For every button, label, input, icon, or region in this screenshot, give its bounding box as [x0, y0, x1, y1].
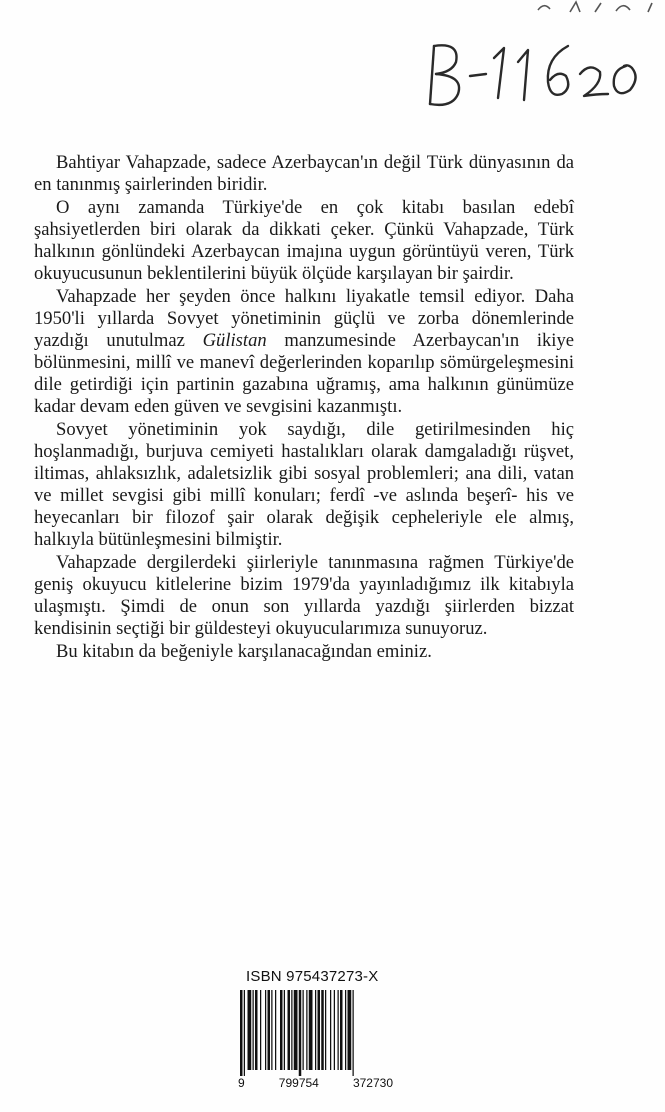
paragraph-6: Bu kitabın da beğeniyle karşılanacağından eminiz.: [56, 640, 432, 662]
handwritten-catalog-number: [420, 28, 650, 118]
barcode-icon: [238, 990, 393, 1076]
barcode-digit-lead: 9: [238, 1076, 245, 1090]
paragraph-3-text-before: Vahapzade her şeyden önce halkını liyakatle temsil ediyor. Daha 1950'li yıllarda Sovyet yönetiminin güçlü ve zorba dönemlerinde yazdığı unutulmaz: [34, 286, 574, 352]
isbn-label: ISBN 975437273-X: [246, 968, 379, 985]
paragraph-3: [34, 286, 574, 417]
paragraph-5: Vahapzade dergilerdeki şiirleriyle tanınmasına rağmen Türkiye'de geniş okuyucu kitlelerine bizim 1979'da yayınladığımız ilk kitabıyla ulaşmıştı. Şimdi de onun son yıllarda yazdığı şiirlerden bizzat kendisinin seçtiği bir güldesteyi okuyucularımıza sunuyoruz.: [34, 551, 574, 639]
top-edge-handwriting-fragment: [420, 0, 665, 14]
paragraph-1: Bahtiyar Vahapzade, sadece Azerbaycan'ın değil Türk dünyasının da en tanınmış şairlerinden biridir.: [34, 152, 574, 195]
isbn-barcode-block: [238, 968, 398, 1108]
paragraph-2: O aynı zamanda Türkiye'de en çok kitabı basılan edebî şahsiyetlerden biri olarak da dikkati çeker. Çünkü Vahapzade, Türk halkının gönlündeki Azerbaycan imajına uygun görüntüyü veren, Türk okuyucusunun beklentilerini büyük ölçüde karşılayan bir şairdir.: [34, 197, 574, 284]
barcode-digits: [238, 1076, 393, 1090]
barcode-digit-group-right: 372730: [352, 1076, 393, 1090]
poem-title-gulistan: Gülistan: [202, 330, 267, 352]
paragraph-3-text-after: manzumesinde Azerbaycan'ın ikiye bölünmesini, millî ve manevî değerlerinden koparılıp sömürgeleşmesini dile getirdiği için partinin gazabına uğramış, ama halkının günümüze kadar devam eden güven ve sevgisini kazanmıştı.: [34, 330, 575, 417]
barcode-digit-group-left: 799754: [278, 1076, 319, 1090]
paragraph-4: Sovyet yönetiminin yok saydığı, dile getirilmesinden hiç hoşlanmadığı, burjuva cemiyeti hastalıkları olarak damgaladığı rüşvet, iltimas, ahlaksızlık, adaletsizlik gibi sosyal problemleri; ana dili, vatan ve millet sevgisi gibi millî konuları; ferdî -ve aslında beşerî- his ve heyecanları bir filozof şair olarak değişik cepheleriyle ele almış, halkıyla bütünleşmesini bilmiştir.: [34, 419, 574, 550]
back-cover-blurb: [34, 152, 574, 664]
